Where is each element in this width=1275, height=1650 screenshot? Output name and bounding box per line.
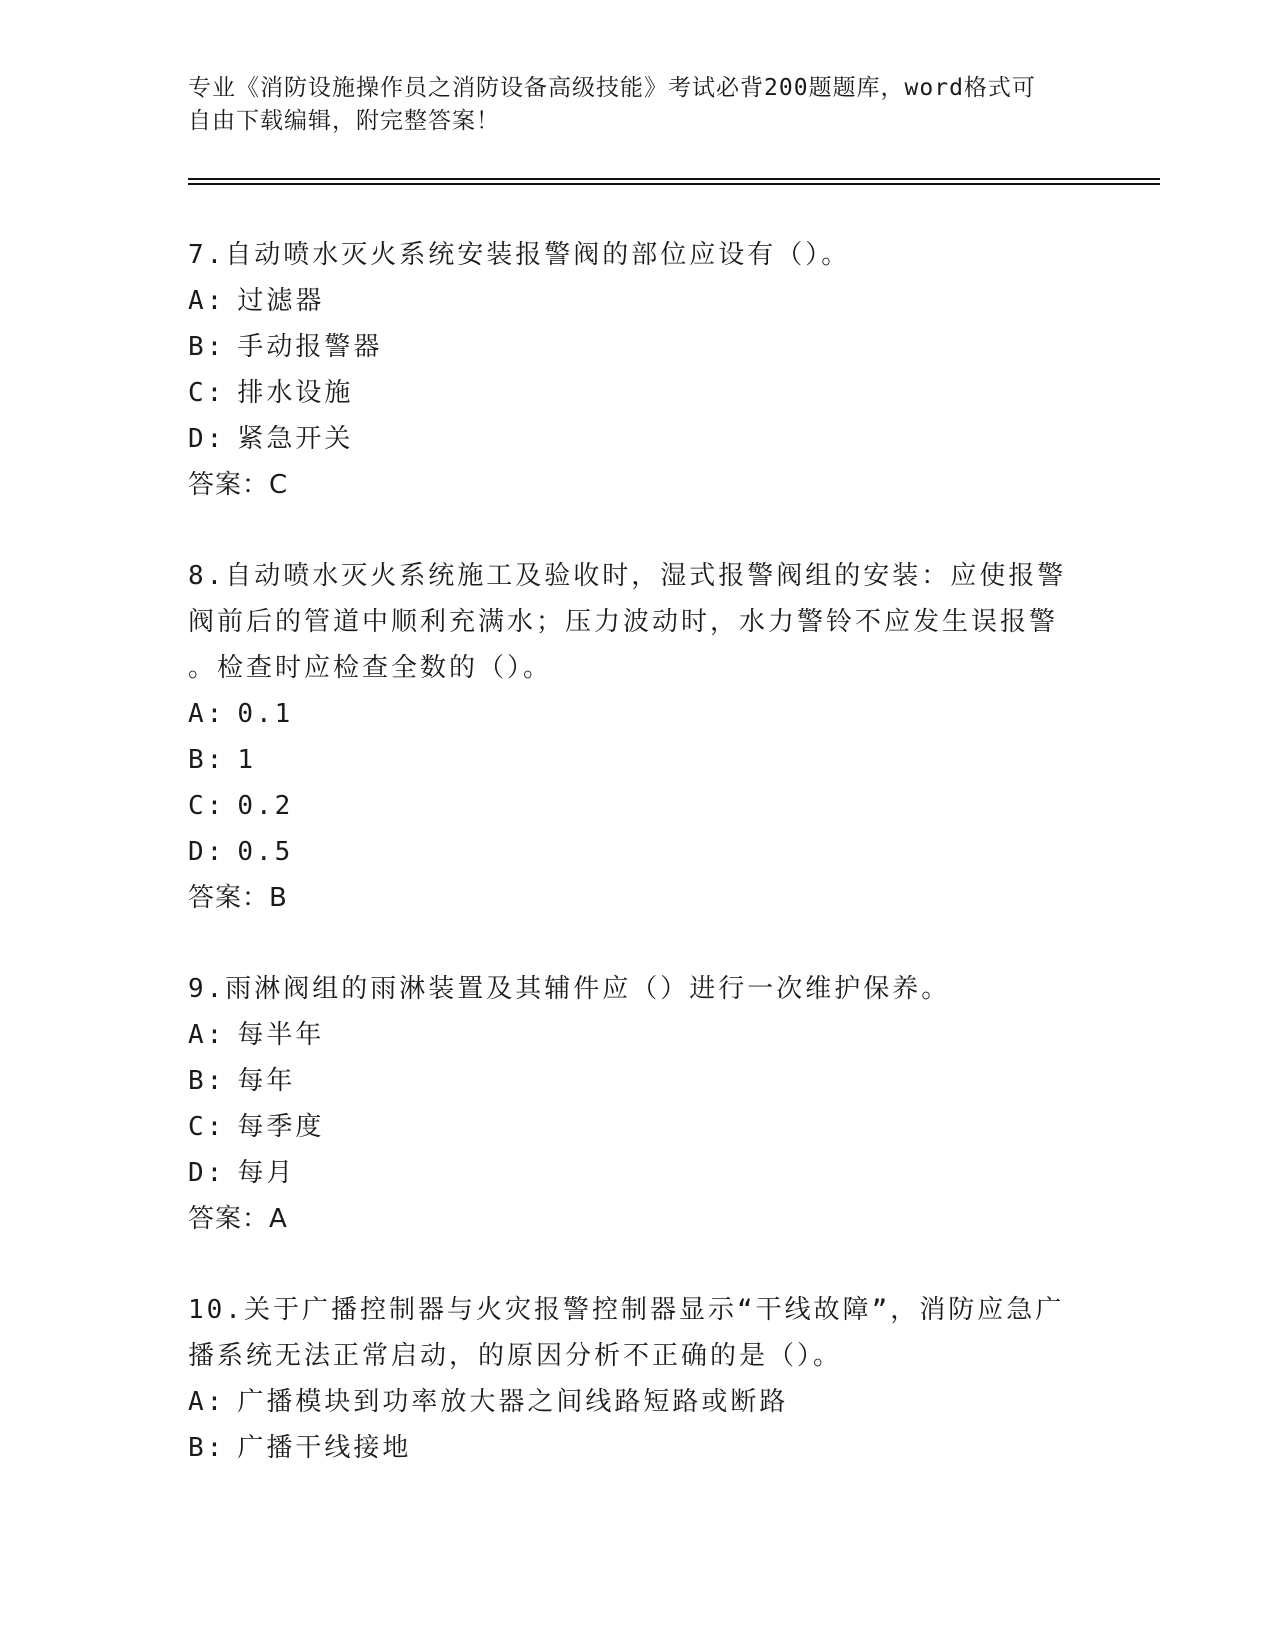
- option-text: 1: [237, 745, 256, 775]
- option-letter: A: [188, 1387, 207, 1417]
- option-letter: A: [188, 286, 207, 316]
- question-stem: [188, 553, 1088, 691]
- answer-option: [188, 324, 1088, 370]
- header-line-1: 专业《消防设施操作员之消防设备高级技能》考试必背200题题库，word格式可: [188, 75, 1036, 101]
- question-stem-line: 阀前后的管道中顺利充满水；压力波动时，水力警铃不应发生误报警: [188, 607, 1059, 637]
- question-stem: [188, 966, 1088, 1012]
- question-block: [188, 966, 1088, 1242]
- answer-option: [188, 691, 1088, 737]
- option-text: 过滤器: [237, 286, 325, 316]
- option-text: 0.1: [237, 699, 294, 729]
- header-divider-top: [188, 178, 1160, 180]
- option-letter: D: [188, 1158, 207, 1188]
- option-text: 广播模块到功率放大器之间线路短路或断路: [237, 1387, 789, 1417]
- answer-key: 答案：B: [188, 883, 288, 913]
- header-line-2: 自由下载编辑，附完整答案！: [188, 108, 500, 134]
- option-letter: C: [188, 1112, 207, 1142]
- question-block: [188, 553, 1088, 921]
- option-letter: B: [188, 1433, 207, 1463]
- option-letter: C: [188, 378, 207, 408]
- option-separator: :: [206, 837, 226, 867]
- option-separator: :: [206, 791, 226, 821]
- answer-option: [188, 1425, 1088, 1471]
- option-separator: :: [206, 1387, 226, 1417]
- option-letter: B: [188, 745, 207, 775]
- answer-option: [188, 1012, 1088, 1058]
- answer-option: [188, 278, 1088, 324]
- option-text: 0.2: [237, 791, 294, 821]
- option-separator: :: [206, 1158, 226, 1188]
- option-text: 每半年: [237, 1020, 325, 1050]
- option-separator: :: [206, 378, 226, 408]
- option-text: 0.5: [237, 837, 294, 867]
- option-separator: :: [206, 286, 226, 316]
- document-header: [188, 72, 1068, 138]
- question-stem-line: 8.自动喷水灭火系统施工及验收时，湿式报警阀组的安装：应使报警: [188, 561, 1067, 591]
- option-letter: A: [188, 699, 207, 729]
- answer-option: [188, 1058, 1088, 1104]
- option-separator: :: [206, 1112, 226, 1142]
- answer-option: [188, 829, 1088, 875]
- option-letter: D: [188, 424, 207, 454]
- answer-option: [188, 370, 1088, 416]
- answer-option: [188, 1150, 1088, 1196]
- question-block: [188, 1287, 1088, 1471]
- option-letter: A: [188, 1020, 207, 1050]
- option-text: 每年: [237, 1066, 296, 1096]
- option-text: 排水设施: [237, 378, 354, 408]
- answer-option: [188, 1379, 1088, 1425]
- option-letter: B: [188, 332, 207, 362]
- option-separator: :: [206, 424, 226, 454]
- option-separator: :: [206, 1020, 226, 1050]
- option-letter: B: [188, 1066, 207, 1096]
- answer-option: [188, 737, 1088, 783]
- answer-key: 答案：C: [188, 470, 289, 500]
- answer-option: [188, 1104, 1088, 1150]
- option-letter: C: [188, 791, 207, 821]
- answer-key: 答案：A: [188, 1204, 288, 1234]
- question-stem-line: 7.自动喷水灭火系统安装报警阀的部位应设有（）。: [188, 240, 851, 270]
- option-text: 广播干线接地: [237, 1433, 412, 1463]
- option-text: 紧急开关: [237, 424, 354, 454]
- question-block: [188, 232, 1088, 508]
- option-separator: :: [206, 1433, 226, 1463]
- option-separator: :: [206, 1066, 226, 1096]
- question-stem-line: 9.雨淋阀组的雨淋装置及其辅件应（）进行一次维护保养。: [188, 974, 951, 1004]
- option-text: 每月: [237, 1158, 296, 1188]
- answer-option: [188, 416, 1088, 462]
- option-separator: :: [206, 332, 226, 362]
- option-text: 手动报警器: [237, 332, 383, 362]
- option-text: 每季度: [237, 1112, 325, 1142]
- question-stem-line: 播系统无法正常启动，的原因分析不正确的是（）。: [188, 1341, 843, 1371]
- question-stem-line: 。检查时应检查全数的（）。: [188, 653, 553, 683]
- question-stem: [188, 232, 1088, 278]
- question-stem-line: 10.关于广播控制器与火灾报警控制器显示“干线故障”，消防应急广: [188, 1295, 1065, 1325]
- question-list: [188, 232, 1088, 1516]
- header-divider-bottom: [188, 183, 1160, 185]
- answer-option: [188, 783, 1088, 829]
- option-letter: D: [188, 837, 207, 867]
- option-separator: :: [206, 745, 226, 775]
- question-stem: [188, 1287, 1088, 1379]
- option-separator: :: [206, 699, 226, 729]
